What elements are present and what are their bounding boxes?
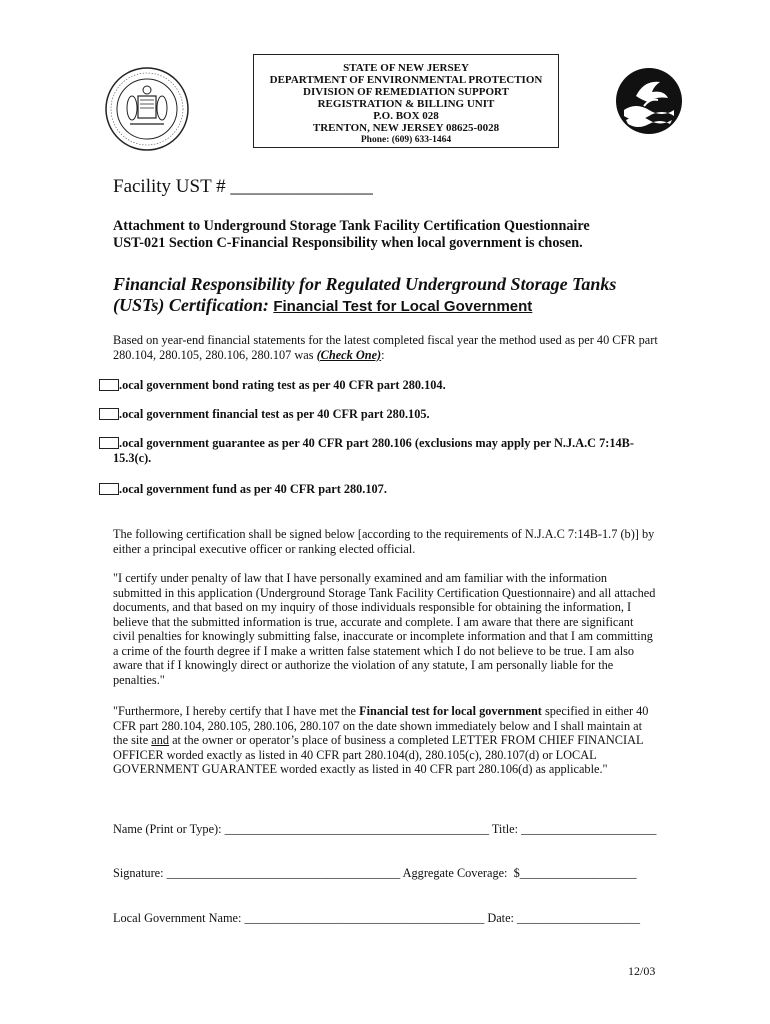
name-title-line[interactable]: Name (Print or Type): ___________________________________________ Title: ______________________ <box>113 822 657 836</box>
certification-intro: The following certification shall be signed below [according to the requirements of N.J.A.C 7:14B-1.7 (b)] by either a principal executive officer or ranking elected official. <box>113 527 655 556</box>
certification-statement: "I certify under penalty of law that I have personally examined and am familiar with the information submitted in this application (Underground Storage Tank Facility Certification Questionnaire) and all attached documents, and that based on my inquiry of those individuals responsible for obtaining the information, I believe that the submitted information is true, accurate and complete. I am aware that there are significant civil penalties for knowingly submitting false, inaccurate or incomplete information and that I am committing a crime of the fourth degree if I make a written false statement which I do not believe to be true. I am also aware that if I knowingly direct or authorize the violation of any statute, I am personally liable for the penalties." <box>113 571 656 687</box>
option-label: .ocal government bond rating test as per 40 CFR part 280.104. <box>119 378 446 392</box>
option-financial-test <box>99 407 659 422</box>
agency-phone: Phone: (609) 633-1464 <box>360 135 452 145</box>
option-fund <box>99 482 659 497</box>
checkbox-fund[interactable] <box>99 483 119 495</box>
intro-colon: : <box>381 347 385 362</box>
intro-text: Based on year-end financial statements for the latest completed fiscal year the method used as per 40 CFR part 280.104, 280.105, 280.106, 280.107 was <box>113 333 658 362</box>
checkbox-bond-rating[interactable] <box>99 379 119 391</box>
agency-address-box <box>253 54 559 148</box>
option-bond-rating-test <box>99 378 659 393</box>
checkbox-guarantee[interactable] <box>99 437 119 449</box>
page-number: 12/03 <box>628 964 656 978</box>
nj-state-seal-icon <box>104 66 190 152</box>
attachment-line-1: Attachment to Underground Storage Tank Facility Certification Questionnaire <box>113 218 590 234</box>
option-label-continued: 15.3(c). <box>113 450 152 465</box>
nj-dep-logo-icon <box>614 66 684 136</box>
check-one-label: (Check One) <box>316 347 382 362</box>
document-title <box>113 274 693 317</box>
option-label: .ocal government fund as per 40 CFR part 280.107. <box>119 482 387 496</box>
signature-coverage-line[interactable]: Signature: ______________________________________ Aggregate Coverage: $___________________ <box>113 866 637 880</box>
option-guarantee <box>99 436 659 465</box>
agency-line: TRENTON, NEW JERSEY 08625-0028 <box>312 122 500 134</box>
agency-line: P.O. BOX 028 <box>373 110 439 122</box>
agency-line: STATE OF NEW JERSEY <box>343 62 469 74</box>
title-line-2: (USTs) Certification: <box>113 295 269 315</box>
quote2-text-b: specified in either 40 CFR part 280.104, 280.105, 280.106, 280.107 on the date shown immediately below and I shall maintain at the site <box>113 704 649 747</box>
intro-paragraph <box>113 333 658 362</box>
quote2-text-c: at the owner or operator’s place of business a completed LETTER FROM CHIEF FINANCIAL OFFICER worded exactly as listed in 40 CFR part 280.104(d), 280.105(c), 280.107(d) or LOCAL GOVERNMENT GUARANTEE worded exactly as listed in 40 CFR part 280.106(d) as applicable." <box>113 733 644 776</box>
attachment-heading <box>113 218 673 252</box>
government-name-date-line[interactable]: Local Government Name: _______________________________________ Date: ____________________ <box>113 911 640 925</box>
option-label: .ocal government guarantee as per 40 CFR part 280.106 (exclusions may apply per N.J.A.C 7:14B- <box>119 436 634 450</box>
agency-line: REGISTRATION & BILLING UNIT <box>317 98 495 110</box>
agency-line: DIVISION OF REMEDIATION SUPPORT <box>303 86 509 98</box>
agency-line: DEPARTMENT OF ENVIRONMENTAL PROTECTION <box>269 74 543 86</box>
title-subtitle: Financial Test for Local Government <box>273 298 533 315</box>
financial-test-statement <box>113 704 658 777</box>
quote2-text-a: "Furthermore, I hereby certify that I have met the <box>113 704 360 718</box>
facility-ust-field: Facility UST # _______________ <box>113 176 373 197</box>
checkbox-financial-test[interactable] <box>99 408 119 420</box>
quote2-bold: Financial test for local government <box>359 704 542 718</box>
attachment-line-2: UST-021 Section C-Financial Responsibility when local government is chosen. <box>113 235 583 251</box>
title-line-1: Financial Responsibility for Regulated Underground Storage Tanks <box>113 274 617 294</box>
quote2-underline: and <box>151 733 170 747</box>
option-label: .ocal government financial test as per 40 CFR part 280.105. <box>119 407 430 421</box>
